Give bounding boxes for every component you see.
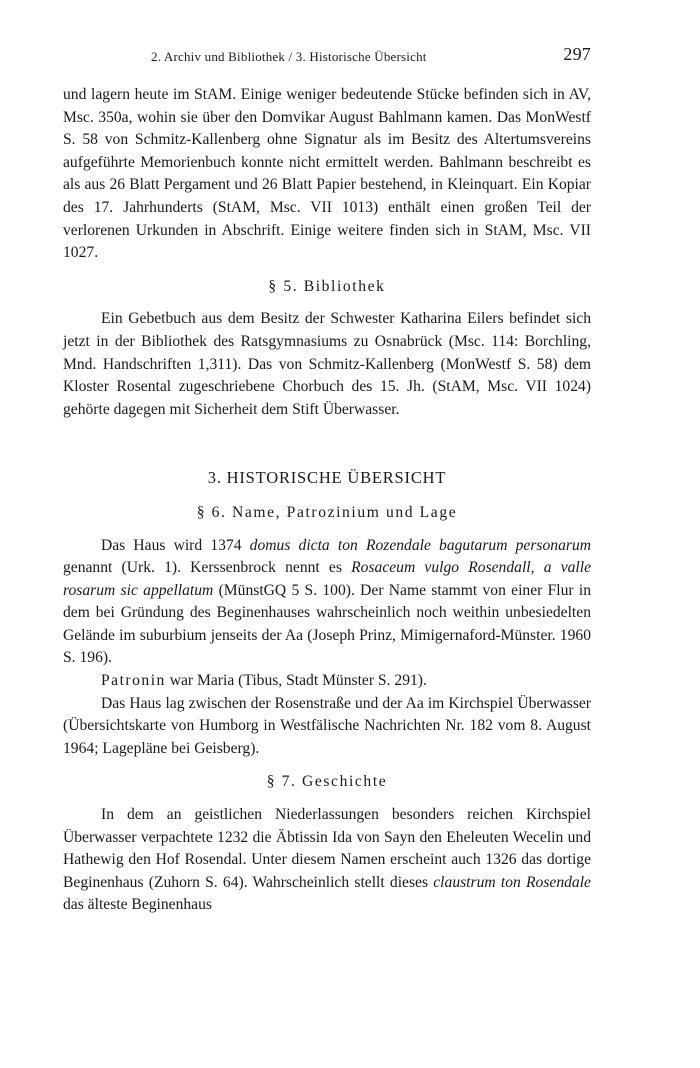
- latin-quote: Rosaceum vulgo Rosendall, a valle rosarum sic appellatum: [63, 559, 591, 599]
- paragraph-geschichte: [63, 804, 591, 917]
- text-run: Das Haus wird 1374: [101, 536, 250, 554]
- text-run: genannt (Urk. 1). Kerssenbrock nennt es: [63, 559, 352, 577]
- text-run: das älteste Beginenhaus: [63, 896, 212, 914]
- book-page: [63, 44, 591, 917]
- paragraph-intro: und lagern heute im StAM. Einige weniger bedeutende Stücke befinden sich in AV, Msc. 350a, wohin sie über den Domvikar August Bahlmann kamen. Das MonWestf S. 58 von Schmitz-Kallenberg ohne Signatur als im Besitz des Altertumsvereins aufgeführte Memorienbuch konnte nicht ermittelt werden. Bahlmann beschreibt es als aus 26 Blatt Pergament und 26 Blatt Papier bestehend, in Kleinquart. Ein Kopiar des 17. Jahrhunderts (StAM, Msc. VII 1013) enthält einen großen Teil der verlorenen Urkunden in Abschrift. Einige weitere finden sich in StAM, Msc. VII 1027.: [63, 86, 591, 262]
- paragraph-patrozinium: [63, 670, 591, 693]
- paragraph-bibliothek: Ein Gebetbuch aus dem Besitz der Schwester Katharina Eilers befindet sich jetzt in der Bibliothek des Ratsgymnasiums zu Osnabrück (Msc. 114: Borchling, Mnd. Handschriften 1,311). Das von Schmitz-Kallenberg (MonWestf S. 58) dem Kloster Rosental zugeschriebene Chorbuch des 15. Jh. (StAM, Msc. VII 1024) gehörte dagegen mit Sicherheit dem Stift Überwasser.: [63, 310, 591, 418]
- running-header-title: 2. Archiv und Bibliothek / 3. Historische Übersicht: [151, 49, 427, 64]
- section-heading-bibliothek: § 5. Bibliothek: [268, 277, 386, 295]
- body-text: [63, 84, 591, 917]
- paragraph-lage: Das Haus lag zwischen der Rosenstraße und der Aa im Kirchspiel Überwasser (Übersichtskarte von Humborg in Westfälische Nachrichten Nr. 182 vom 8. August 1964; Lagepläne bei Geisberg).: [63, 694, 591, 757]
- section-heading-name-patrozinium-lage: § 6. Name, Patrozinium und Lage: [196, 503, 458, 521]
- text-run: war Maria (Tibus, Stadt Münster S. 291).: [165, 672, 427, 690]
- latin-quote: domus dicta ton Rozendale bagutarum personarum: [249, 536, 592, 554]
- section-heading-geschichte: § 7. Geschichte: [266, 773, 388, 791]
- spaced-term: Patronin: [101, 672, 166, 690]
- text-run: In dem an geistlichen Niederlassungen besonders reichen Kirchspiel Überwasser verpachtete 1232 die Äbtissin Ida von Sayn den Eheleuten Wecelin und Hathewig den Hof Rosendal. Unter diesem Namen erscheint auch 1326 das dortige Beginenhaus (Zuhorn S. 64). Wahrscheinlich stellt dieses: [63, 806, 591, 891]
- paragraph-name: [63, 535, 591, 671]
- running-header: [63, 44, 591, 70]
- part-heading-historische-uebersicht: 3. HISTORISCHE ÜBERSICHT: [207, 468, 447, 488]
- latin-quote: claustrum ton Rosendale: [433, 873, 591, 891]
- page-number: 297: [563, 44, 591, 64]
- text-run: (MünstGQ 5 S. 100). Der Name stammt von einer Flur in dem bei Gründung des Beginenhauses wahrscheinlich noch weithin unbesiedelten Gelände im suburbium jenseits der Aa (Joseph Prinz, Mimigernaford-Münster. 1960 S. 196).: [63, 581, 592, 667]
